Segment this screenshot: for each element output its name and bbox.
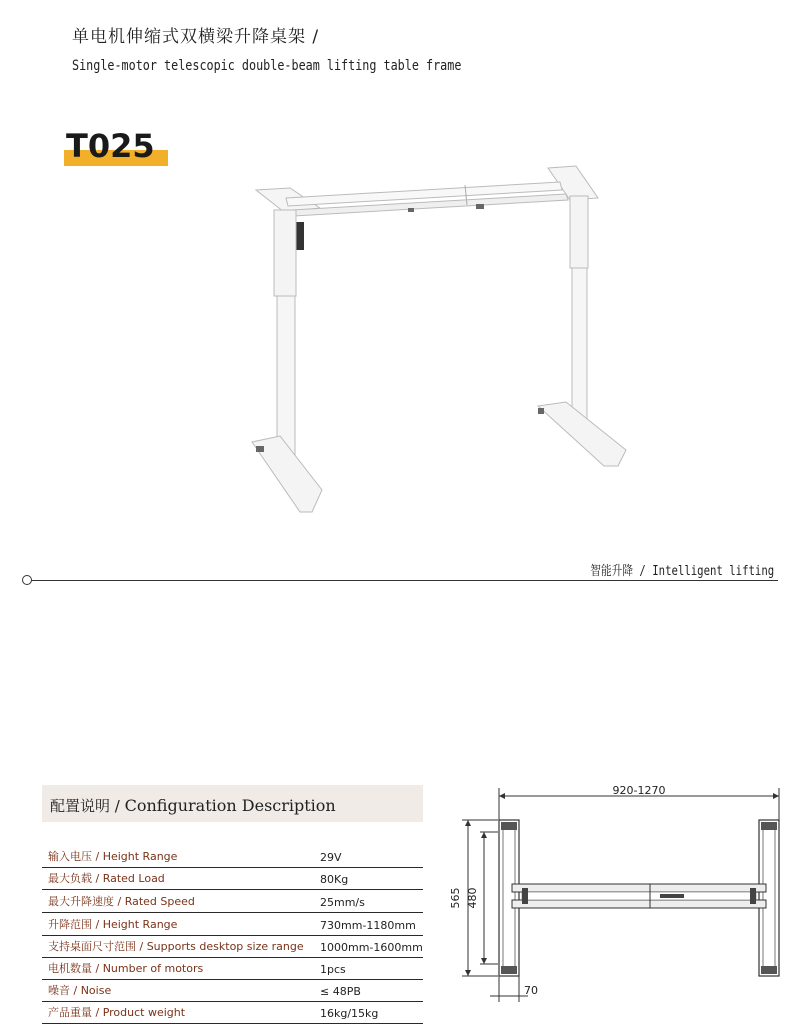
spec-row <box>42 913 423 936</box>
section-tag-intelligent-lifting: 智能升降 / Intelligent lifting <box>590 564 774 579</box>
model-code: T025 <box>66 127 155 165</box>
spec-row <box>42 1001 423 1024</box>
spec-label: 最大负载 / Rated Load <box>48 872 165 885</box>
page-title-cn: 单电机伸缩式双横梁升降桌架 / <box>72 27 320 47</box>
spec-value: 29V <box>320 851 342 864</box>
spec-label: 产品重量 / Product weight <box>48 1006 186 1019</box>
config-title <box>50 795 336 816</box>
spec-value: 25mm/s <box>320 896 365 909</box>
spec-value: ≤ 48PB <box>320 985 361 998</box>
config-title-cn: 配置说明 / <box>50 797 120 815</box>
inner-depth-label: 480 <box>466 887 479 909</box>
divider-dot-icon <box>22 575 32 585</box>
spec-row <box>42 890 423 913</box>
table-frame-illustration <box>240 160 640 520</box>
width-dimension-label: 920-1270 <box>612 784 666 797</box>
spec-value: 1000mm-1600mm <box>320 941 423 954</box>
spec-row <box>42 979 423 1002</box>
dimension-drawing <box>440 780 790 1025</box>
foot-dimension-label: 70 <box>524 984 538 997</box>
spec-label: 噪音 / Noise <box>48 984 112 997</box>
spec-label: 输入电压 / Height Range <box>48 850 178 863</box>
spec-value: 730mm-1180mm <box>320 919 416 932</box>
spec-label: 支持桌面尺寸范围 / Supports desktop size range <box>48 940 304 953</box>
spec-value: 80Kg <box>320 873 349 886</box>
spec-row <box>42 867 423 890</box>
outer-depth-label: 565 <box>449 887 462 909</box>
spec-label: 电机数量 / Number of motors <box>48 962 204 975</box>
page-title-en: Single-motor telescopic double-beam lifting table frame <box>72 58 462 74</box>
spec-row <box>42 845 423 868</box>
spec-value: 16kg/15kg <box>320 1007 379 1020</box>
config-title-en: Configuration Description <box>124 796 336 815</box>
spec-row <box>42 935 423 958</box>
spec-label: 最大升降速度 / Rated Speed <box>48 895 195 908</box>
spec-value: 1pcs <box>320 963 346 976</box>
spec-row <box>42 957 423 980</box>
spec-label: 升降范围 / Height Range <box>48 918 178 931</box>
section-divider <box>28 580 778 581</box>
